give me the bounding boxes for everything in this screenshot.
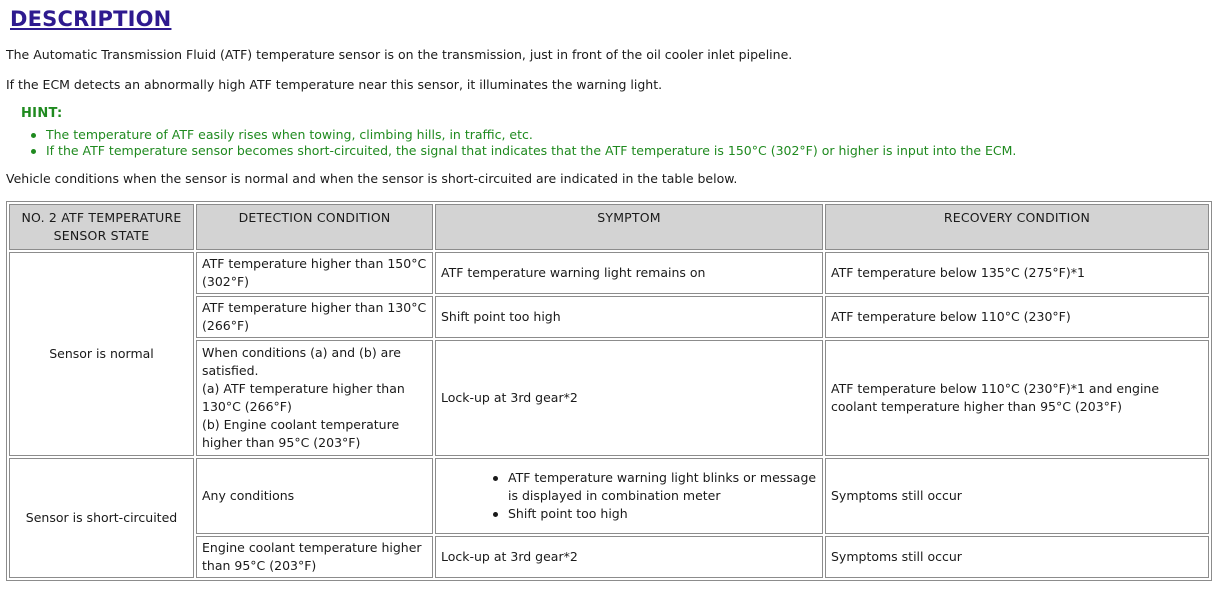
table-row [9, 252, 1209, 294]
symptom-cell: Shift point too high [435, 296, 823, 338]
detection-cell: ATF temperature higher than 150°C (302°F) [196, 252, 433, 294]
recovery-cell: ATF temperature below 110°C (230°F)*1 and engine coolant temperature higher than 95°C (203°F) [825, 340, 1209, 456]
state-cell-normal: Sensor is normal [9, 252, 194, 456]
header-recovery-condition: RECOVERY CONDITION [825, 204, 1209, 250]
table-header-row [9, 204, 1209, 250]
header-symptom: SYMPTOM [435, 204, 823, 250]
recovery-cell: Symptoms still occur [825, 458, 1209, 534]
header-detection-condition: DETECTION CONDITION [196, 204, 433, 250]
symptom-cell: Lock-up at 3rd gear*2 [435, 340, 823, 456]
detection-cell: ATF temperature higher than 130°C (266°F) [196, 296, 433, 338]
detection-condition-intro: When conditions (a) and (b) are satisfied. [202, 345, 401, 378]
symptom-list [441, 469, 817, 523]
table-intro-paragraph: Vehicle conditions when the sensor is normal and when the sensor is short-circuited are indicated in the table below. [6, 171, 738, 186]
symptom-cell: Lock-up at 3rd gear*2 [435, 536, 823, 578]
page-title: DESCRIPTION [10, 7, 172, 31]
symptom-cell [435, 458, 823, 534]
detection-cell [196, 340, 433, 456]
hint-item: If the ATF temperature sensor becomes short-circuited, the signal that indicates that the ATF temperature is 150°C (302°F) or higher is input into the ECM. [28, 143, 1016, 159]
detection-cell: Any conditions [196, 458, 433, 534]
sensor-state-table [6, 201, 1212, 581]
hint-list [28, 127, 1016, 159]
hint-heading: HINT: [21, 106, 63, 121]
header-sensor-state: NO. 2 ATF TEMPERATURE SENSOR STATE [9, 204, 194, 250]
recovery-cell: Symptoms still occur [825, 536, 1209, 578]
hint-item: The temperature of ATF easily rises when towing, climbing hills, in traffic, etc. [28, 127, 1016, 143]
detection-condition-b: (b) Engine coolant temperature higher than 95°C (203°F) [202, 417, 400, 450]
recovery-cell: ATF temperature below 110°C (230°F) [825, 296, 1209, 338]
intro-paragraph-sensor-location: The Automatic Transmission Fluid (ATF) temperature sensor is on the transmission, just in front of the oil cooler inlet pipeline. [6, 47, 793, 62]
symptom-list-item: Shift point too high [493, 505, 817, 523]
intro-paragraph-warning-light: If the ECM detects an abnormally high ATF temperature near this sensor, it illuminates the warning light. [6, 77, 663, 92]
detection-condition-a: (a) ATF temperature higher than 130°C (266°F) [202, 381, 405, 414]
symptom-cell: ATF temperature warning light remains on [435, 252, 823, 294]
state-cell-short-circuited: Sensor is short-circuited [9, 458, 194, 578]
symptom-list-item: ATF temperature warning light blinks or message is displayed in combination meter [493, 469, 817, 505]
detection-cell: Engine coolant temperature higher than 95°C (203°F) [196, 536, 433, 578]
recovery-cell: ATF temperature below 135°C (275°F)*1 [825, 252, 1209, 294]
table-row [9, 458, 1209, 534]
